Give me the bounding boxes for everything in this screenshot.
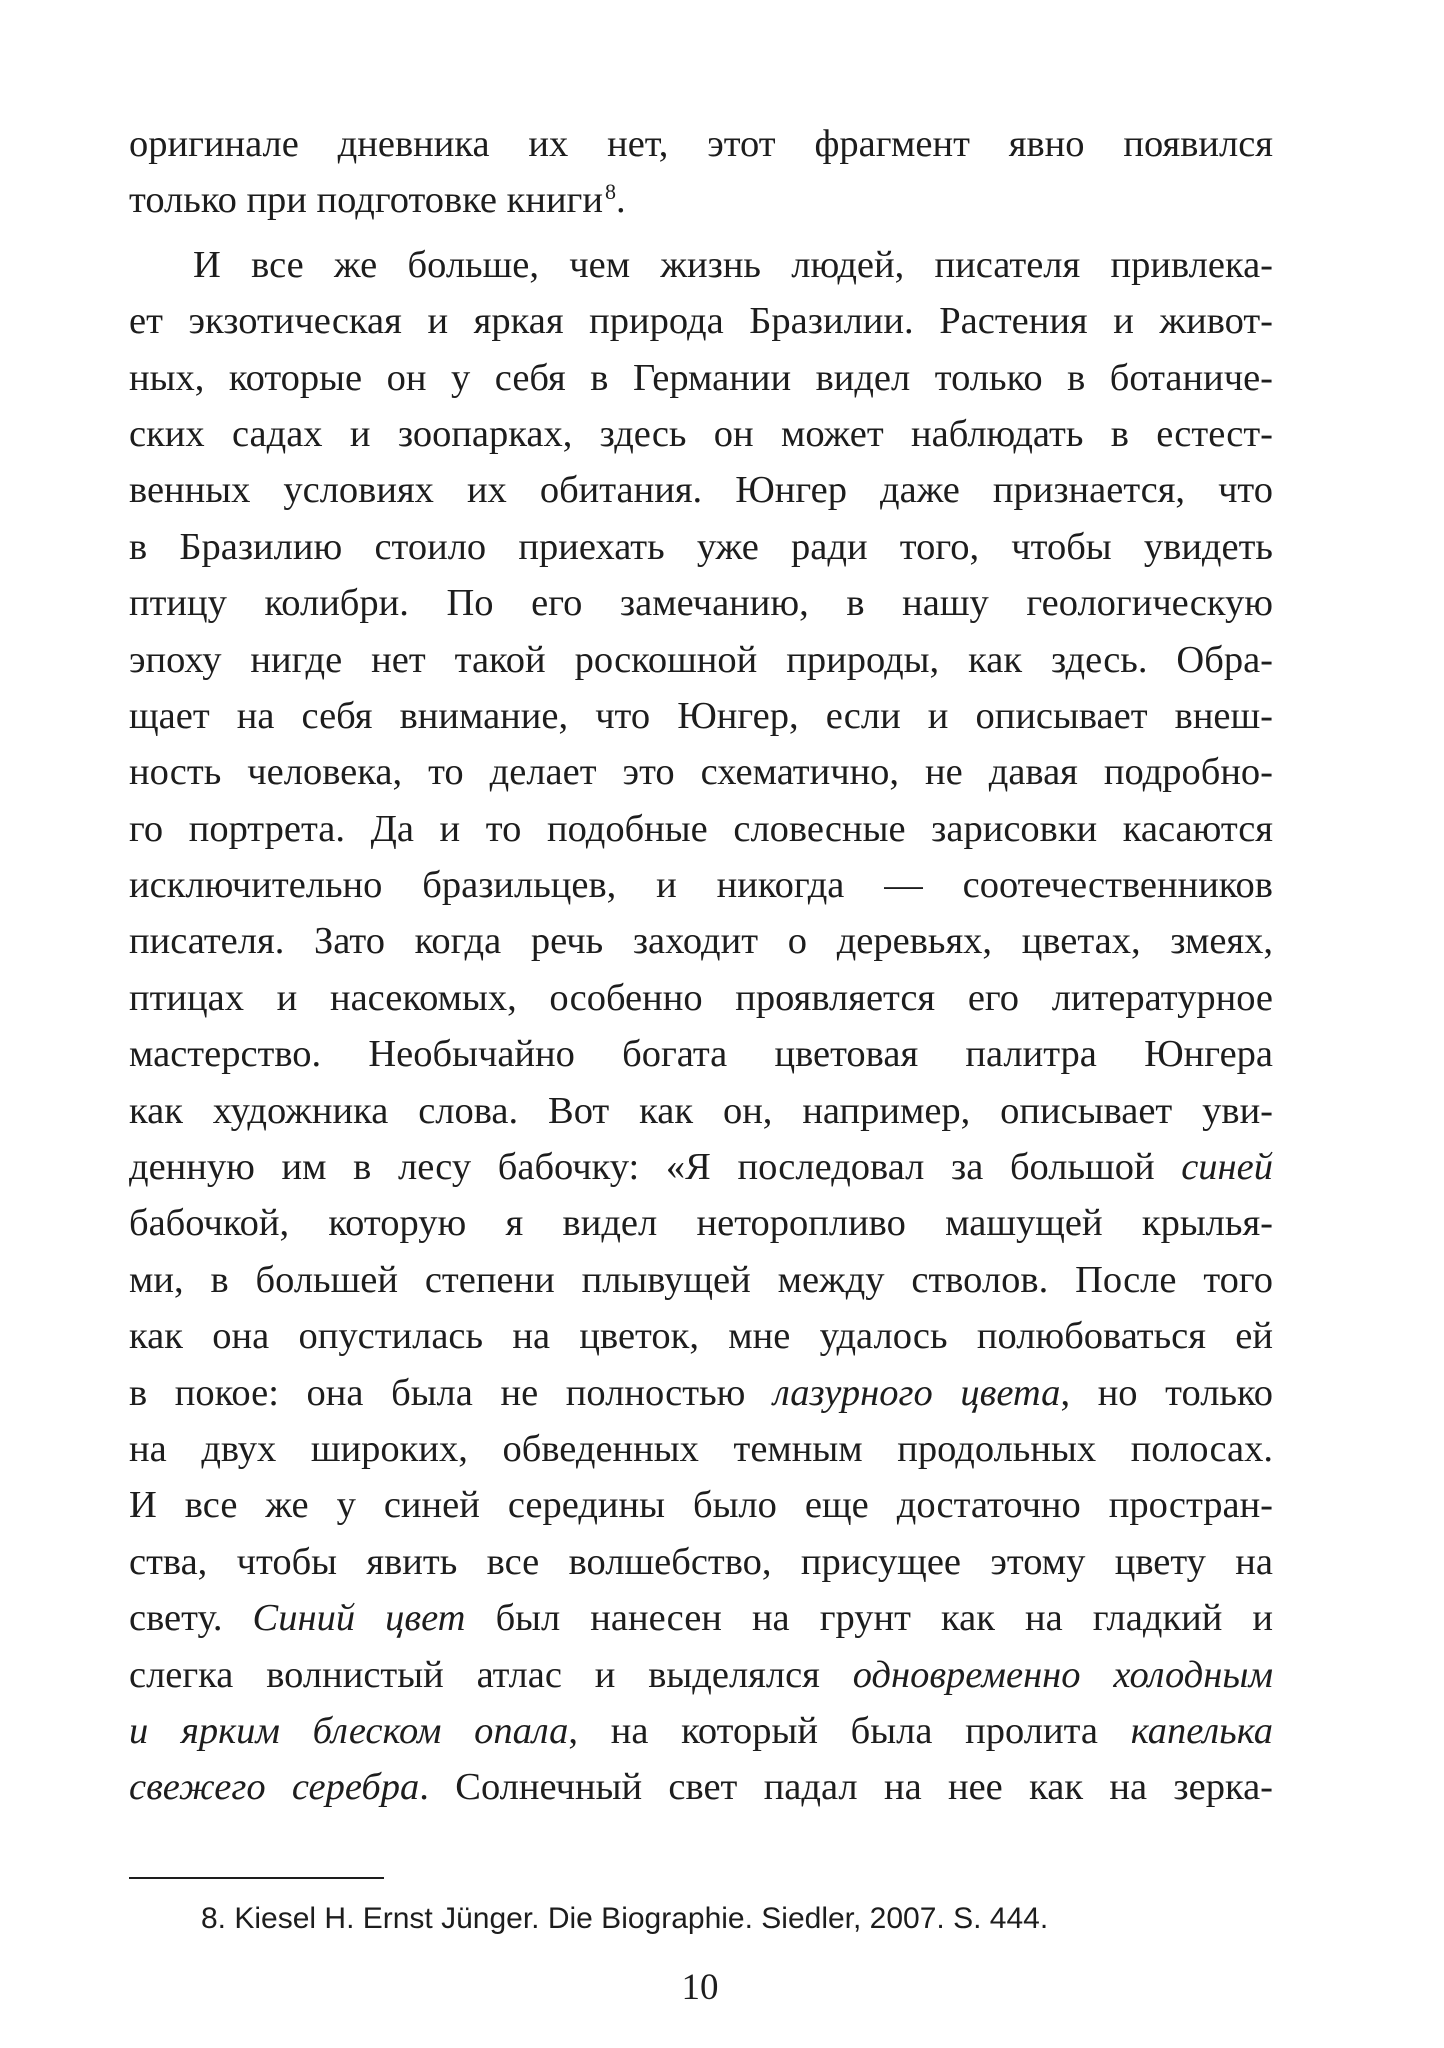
paragraph-2-line: на двух широких, обведенных темным продольных полосах.	[129, 1427, 1273, 1470]
paragraph-2-line: писателя. Зато когда речь заходит о деревьях, цветах, змеях,	[129, 920, 1273, 963]
text-run: слегка волнистый атлас и выделялся	[129, 1653, 853, 1696]
paragraph-2-line: ных, которые он у себя в Германии видел только в ботаниче-	[129, 356, 1273, 399]
text-run: свету.	[129, 1597, 253, 1640]
text-run: денную им в лесу бабочку: «Я последовал за большой	[129, 1146, 1182, 1189]
paragraph-2-line: ских садах и зоопарках, здесь он может наблюдать в естест-	[129, 412, 1273, 455]
paragraph-2-line: бабочкой, которую я видел неторопливо машущей крылья-	[129, 1202, 1273, 1245]
paragraph-2-line	[129, 1647, 1273, 1703]
italic-text-run: капелька	[1130, 1709, 1273, 1752]
italic-text-run: одновременно холодным	[852, 1653, 1274, 1696]
paragraph-1-line	[129, 172, 1273, 228]
paragraph-2-line: ет экзотическая и яркая природа Бразилии. Растения и живот-	[129, 300, 1273, 343]
text-run: , но только	[1060, 1371, 1273, 1414]
paragraph-2-line: ства, чтобы явить все волшебство, присущее этому цвету на	[129, 1540, 1273, 1583]
paragraph-1-line: оригинале дневника их нет, этот фрагмент явно появился	[129, 123, 1273, 165]
paragraph-2-line: эпоху нигде нет такой роскошной природы, как здесь. Обра-	[129, 638, 1273, 681]
paragraph-1-line-text: только при подготовке книги	[129, 179, 603, 222]
paragraph-2-line: исключительно бразильцев, и никогда — соотечественников	[129, 864, 1273, 907]
text-run: в покое: она была не полностью	[129, 1371, 774, 1414]
paragraph-gap	[129, 229, 1273, 237]
italic-text-run: лазурного цвета	[773, 1371, 1061, 1414]
paragraph-2-line: И все же больше, чем жизнь людей, писателя привлека-	[193, 243, 1273, 286]
paragraph-2-line: ность человека, то делает это схематично, не давая подробно-	[129, 751, 1273, 794]
text-run: . Солнечный свет падал на нее как на зерка-	[419, 1766, 1273, 1809]
body-text	[129, 116, 1273, 1816]
paragraph-2-line: как она опустилась на цветок, мне удалось полюбоваться ей	[129, 1315, 1273, 1358]
paragraph-2-line	[129, 1703, 1273, 1759]
paragraph-2-line: птицах и насекомых, особенно проявляется его литературное	[129, 976, 1273, 1019]
paragraph-2-line	[129, 1365, 1273, 1421]
italic-text-run: свежего серебра	[129, 1766, 420, 1809]
paragraph-2-line: го портрета. Да и то подобные словесные зарисовки касаются	[129, 807, 1273, 850]
italic-text-run: синей	[1181, 1146, 1273, 1189]
paragraph-2-line: в Бразилию стоило приехать уже ради того, чтобы увидеть	[129, 525, 1273, 568]
italic-text-run: и ярким блеском опала	[129, 1709, 569, 1752]
page-number: 10	[681, 1967, 719, 2008]
text-run: был нанесен на грунт как на гладкий и	[465, 1597, 1274, 1640]
footnote: 8. Kiesel H. Ernst Jünger. Die Biographie. Siedler, 2007. S. 444.	[201, 1902, 1049, 1935]
footnote-divider	[129, 1877, 384, 1879]
footnote-reference: 8	[604, 178, 616, 204]
paragraph-1-line-end: .	[615, 179, 626, 222]
paragraph-2-line: мастерство. Необычайно богата цветовая палитра Юнгера	[129, 1033, 1273, 1076]
paragraph-2-line	[129, 1590, 1273, 1646]
paragraph-2-line: ми, в большей степени плывущей между стволов. После того	[129, 1258, 1273, 1301]
paragraph-2-line: птицу колибри. По его замечанию, в нашу геологическую	[129, 582, 1273, 625]
paragraph-2-line: как художника слова. Вот как он, например, описывает уви-	[129, 1089, 1273, 1132]
text-run: , на который была пролита	[568, 1709, 1131, 1752]
paragraph-2-line: щает на себя внимание, что Юнгер, если и описывает внеш-	[129, 694, 1273, 737]
paragraph-2-line: И все же у синей середины было еще достаточно простран-	[129, 1484, 1273, 1527]
paragraph-2-line: венных условиях их обитания. Юнгер даже признается, что	[129, 469, 1273, 512]
paragraph-2-line	[129, 1759, 1273, 1815]
paragraph-2-line	[129, 1139, 1273, 1195]
italic-text-run: Синий цвет	[252, 1597, 466, 1640]
